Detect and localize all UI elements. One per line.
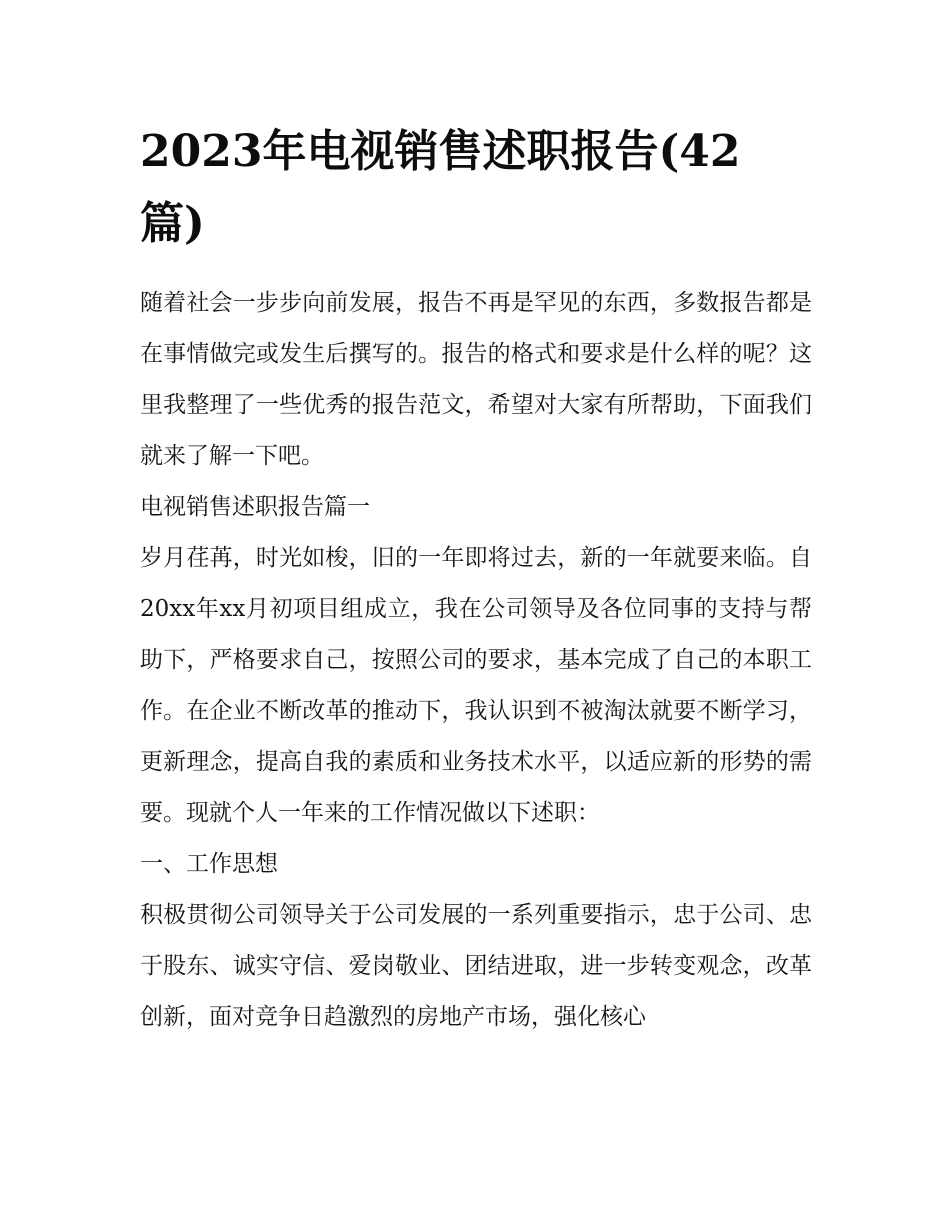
paragraph-1: 岁月荏苒，时光如梭，旧的一年即将过去，新的一年就要来临。自20xx年xx月初项目组成立，我在公司领导及各位同事的支持与帮助下，严格要求自己，按照公司的要求，基本完成了自己的本职工作。在企业不断改革的推动下，我认识到不被淘汰就要不断学习，更新理念，提高自我的素质和业务技术水平，以适应新的形势的需要。现就个人一年来的工作情况做以下述职：: [140, 545, 812, 826]
heading-work-thought: 一、工作思想: [140, 851, 278, 877]
document-title: [140, 116, 812, 260]
document-body: [140, 278, 812, 1043]
document-content: [140, 116, 812, 1043]
title-line-2: 篇): [140, 198, 205, 249]
title-line-1: 2023年电视销售述职报告(42: [140, 126, 741, 177]
paragraph-2: 积极贯彻公司领导关于公司发展的一系列重要指示，忠于公司、忠于股东、诚实守信、爱岗敬业、团结进取，进一步转变观念，改革创新，面对竞争日趋激烈的房地产市场，强化核心: [140, 902, 812, 1030]
section-title: 电视销售述职报告篇一: [140, 494, 370, 520]
intro-paragraph: 随着社会一步步向前发展，报告不再是罕见的东西，多数报告都是在事情做完或发生后撰写的。报告的格式和要求是什么样的呢？这里我整理了一些优秀的报告范文，希望对大家有所帮助，下面我们就来了解一下吧。: [140, 290, 812, 469]
